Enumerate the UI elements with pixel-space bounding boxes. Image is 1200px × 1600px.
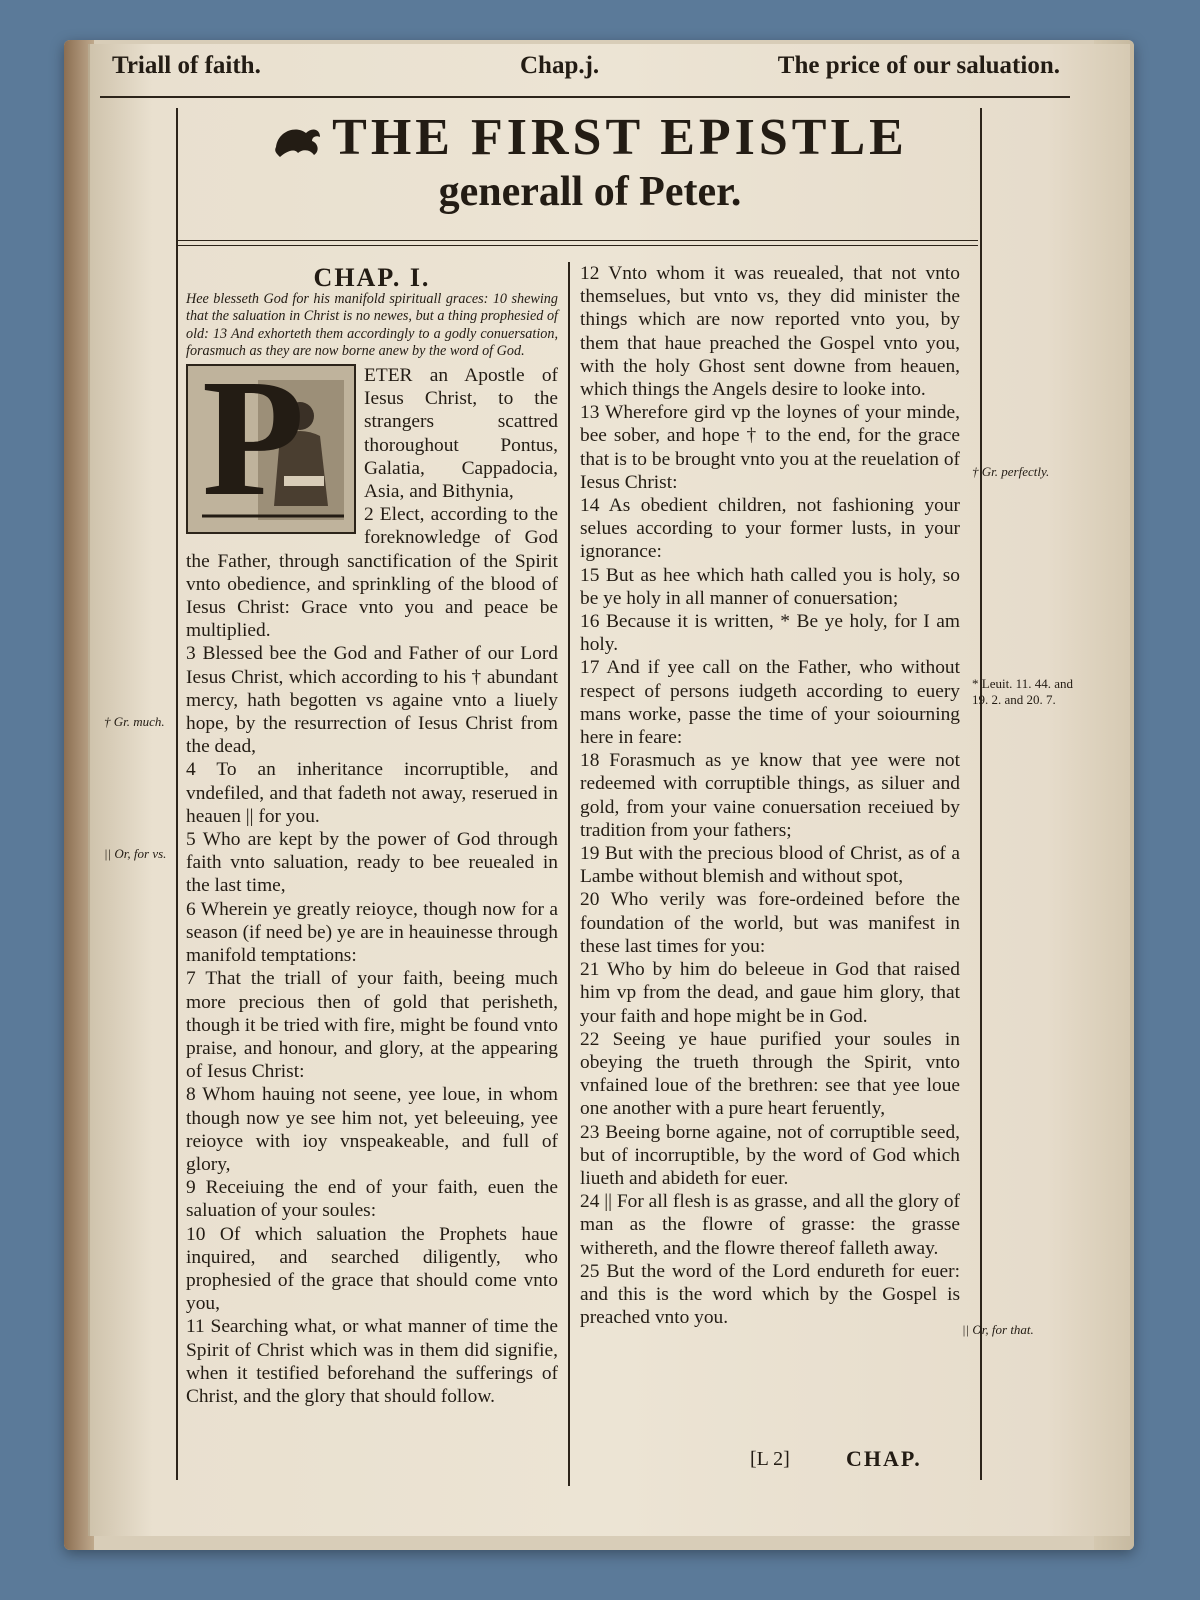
verse-right-24: 24 || For all flesh is as grasse, and all the glory of man as the flowre of grasse: the grasse withereth, and the flowre thereof falleth away. (580, 1191, 960, 1259)
margin-note-right-3: || Or, for that. (962, 1322, 1034, 1337)
margin-note-right-1: † Gr. perfectly. (972, 464, 1050, 479)
margin-note-left-2: || Or, for vs. (104, 846, 167, 861)
verse-left-11: 11 Searching what, or what manner of time the Spirit of Christ which was in them did signifie, when it testified beforehand the sufferings of Christ, and the glory that should follow. (186, 1316, 558, 1407)
verse-right-22: 22 Seeing ye haue purified your soules in obeying the trueth through the Spirit, vnto vnfained loue of the brethren: see that yee loue one another with a pure heart feruently, (580, 1028, 960, 1120)
drop-cap-letter: P (202, 345, 305, 532)
verse-right-13: 13 Wherefore gird vp the loynes of your minde, bee sober, and hope † to the end, for the grace that is to be brought vnto you at the reuelation of Iesus Christ: (580, 402, 960, 493)
margin-note-right-2: * Leuit. 11. 44. and 19. 2. and 20. 7. (972, 676, 1073, 707)
right-column (580, 262, 960, 1329)
running-head-right: The price of our saluation. (777, 52, 1060, 79)
verse-right-19: 19 But with the precious blood of Christ, as of a Lambe without blemish and without spot, (580, 843, 960, 888)
verse-left-7: 7 That the triall of your faith, beeing much more precious then of gold that perisheth, though it be tried with fire, might be found vnto praise, and honour, and glory, at the appearing of Iesus Christ: (186, 968, 558, 1083)
verse-left-2: 2 Elect, according to the foreknowledge of God the Father, through sanctification of the Spirit vnto obedience, and sprinkling of the blood of Iesus Christ: Grace vnto you and peace be multiplied. (186, 504, 558, 642)
verse-right-20: 20 Who verily was fore-ordeined before the foundation of the world, but was manifest in these last times for you: (580, 889, 960, 957)
verse-left-3: 3 Blessed bee the God and Father of our Lord Iesus Christ, which according to his † abundant mercy, hath begotten vs againe vnto a liuely hope, by the resurrection of Iesus Christ from the dead, (186, 643, 558, 758)
verse-left-4: 4 To an inheritance incorruptible, and vndefiled, and that fadeth not away, reserued in heauen || for you. (186, 759, 558, 827)
verse-left-8: 8 Whom hauing not seene, yee loue, in whom though now ye see him not, yet beleeuing, yee reioyce with ioy vnspeakeable, and full of glory, (186, 1084, 558, 1175)
signature-mark: [L 2] (750, 1448, 790, 1470)
fleuron-icon (272, 113, 324, 172)
title-line-1: THE FIRST EPISTLE (332, 109, 908, 166)
epistle-title (220, 108, 960, 172)
verse-left-9: 9 Receiuing the end of your faith, euen the saluation of your soules: (186, 1177, 558, 1222)
verse-right-21: 21 Who by him do beleeue in God that raised him vp from the dead, and gaue him glory, that your faith and hope might be in God. (580, 959, 960, 1027)
verse-right-12: 12 Vnto whom it was reuealed, that not vnto themselues, but vnto vs, they did minister the things which are now reported vnto you, by them that haue preached the Gospel vnto you, with the holy Ghost sent downe from heauen, which things the Angels desire to looke into. (580, 263, 960, 401)
left-column (186, 263, 558, 1408)
verse-left-10: 10 Of which saluation the Prophets haue inquired, and searched diligently, who prophesied of the grace that should come vnto you, (186, 1223, 558, 1315)
verse-right-16: 16 Because it is written, * Be ye holy, for I am holy. (580, 611, 960, 656)
title-double-rule (178, 240, 978, 246)
verse-left-6: 6 Wherein ye greatly reioyce, though now for a season (if need be) ye are in heauinesse through manifold temptations: (186, 898, 558, 967)
chapter-heading: CHAP. I. (313, 263, 431, 292)
chapter-summary: Hee blesseth God for his manifold spirituall graces: 10 shewing that the saluation in Christ is no newes, but a thing prophesied of old: 13 And exhorteth them accordingly to a godly conuersation, forasmuch as they are now borne anew by the word of God. (186, 291, 558, 359)
drop-cap-illustration (186, 345, 356, 534)
verse-right-25: 25 But the word of the Lord endureth for euer: and this is the word which by the Gospel is preached vnto you. (580, 1260, 960, 1329)
verse-right-15: 15 But as hee which hath called you is holy, so be ye holy in all manner of conuersation; (580, 564, 960, 609)
verse-right-23: 23 Beeing borne againe, not of corruptible seed, but of incorruptible, by the word of God which liueth and abideth for euer. (580, 1121, 960, 1189)
catchword: CHAP. (846, 1446, 922, 1471)
epistle-subtitle: generall of Peter. (438, 169, 742, 215)
verse-left-1: ETER an Apostle of Iesus Christ, to the strangers scattred thoroughout Pontus, Galatia, Cappadocia, Asia, and Bithynia, (364, 365, 558, 503)
verse-left-5: 5 Who are kept by the power of God through faith vnto saluation, ready to bee reuealed in the last time, (186, 829, 558, 897)
margin-note-left-1: † Gr. much. (104, 714, 165, 729)
running-head-left: Triall of faith. (112, 52, 261, 79)
header-rule (100, 96, 1070, 98)
running-head-center: Chap.j. (520, 52, 600, 79)
column-divider (568, 262, 570, 1486)
verse-right-18: 18 Forasmuch as ye know that yee were not redeemed with corruptible things, as siluer and gold, from your vaine conuersation receiued by tradition from your fathers; (580, 750, 960, 841)
verse-right-14: 14 As obedient children, not fashioning your selues according to your former lusts, in your ignorance: (580, 495, 960, 563)
verse-right-17: 17 And if yee call on the Father, who without respect of persons iudgeth according to euery mans worke, passe the time of your soiourning here in feare: (580, 657, 960, 749)
